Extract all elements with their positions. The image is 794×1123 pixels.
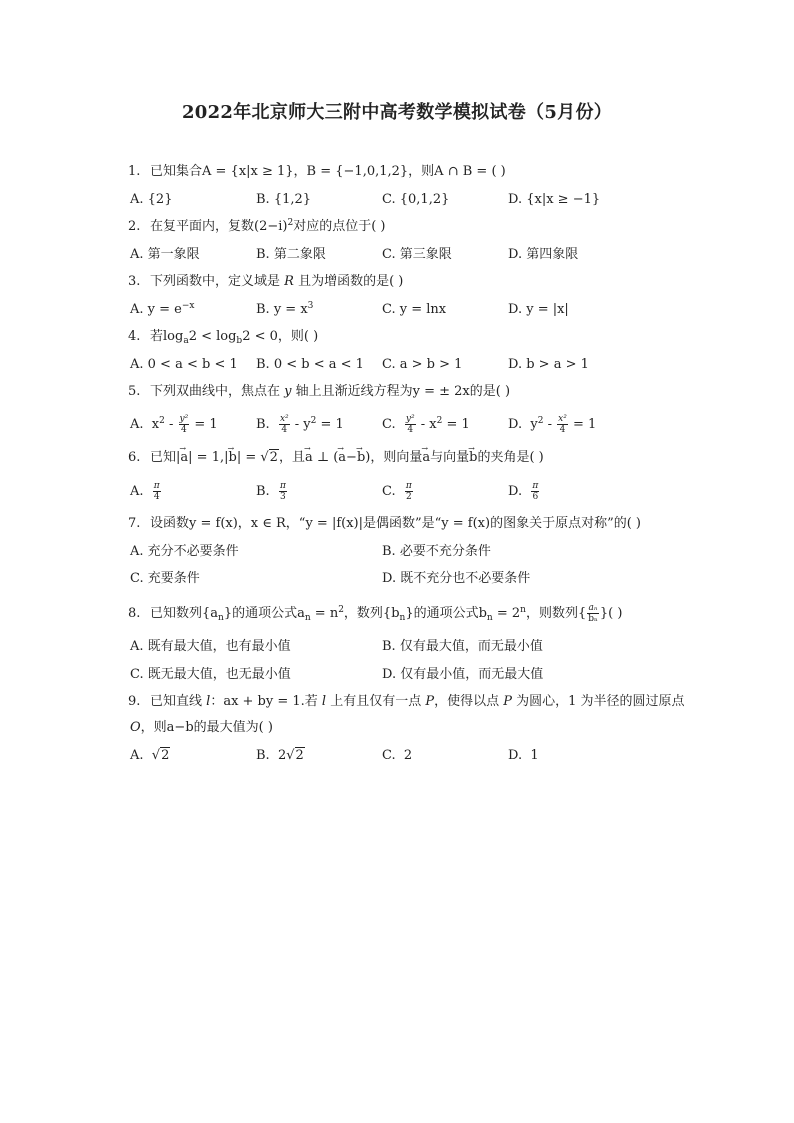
- stem-text: ⊥ (: [312, 450, 339, 465]
- question-number: 6.: [128, 450, 141, 465]
- option-a: [130, 746, 170, 766]
- option-letter: B.: [256, 484, 270, 499]
- option-b: [256, 746, 305, 766]
- vector-a: → a: [338, 448, 346, 468]
- variable: y: [284, 384, 292, 399]
- option-letter: B.: [256, 748, 270, 763]
- option-c: C. 既无最大值，也无最小值: [130, 667, 291, 682]
- option-c: C. y = lnx: [382, 302, 447, 317]
- variable: P: [503, 694, 512, 709]
- subscript: n: [399, 613, 406, 623]
- option-d: D. 仅有最小值，而无最大值: [382, 667, 544, 682]
- question-number: 1.: [128, 164, 141, 179]
- stem-text: ，则a−b的最大值为( ): [140, 720, 273, 735]
- vector-b: → b: [357, 448, 365, 468]
- variable: l: [206, 694, 211, 709]
- question-stem: [128, 692, 685, 712]
- vector-a: → a: [180, 448, 188, 468]
- option-a: A. 充分不必要条件: [130, 544, 239, 559]
- vector-a: → a: [305, 448, 313, 468]
- numerator: π: [532, 481, 539, 491]
- stem-text: ，且: [278, 450, 305, 465]
- exponent: −x: [181, 301, 195, 311]
- exponent: 3: [307, 301, 314, 311]
- exponent: 2: [338, 605, 344, 615]
- stem-text: ，使得以点: [434, 694, 504, 709]
- vector-b: → b: [228, 448, 236, 468]
- option-b: [256, 300, 313, 320]
- term: - x: [416, 417, 437, 432]
- term: = 1: [190, 417, 218, 432]
- stem-text: 下列双曲线中，焦点在: [150, 384, 285, 399]
- question-stem: [128, 327, 318, 347]
- option-value: 2: [403, 748, 413, 763]
- stem-text: 的夹角是( ): [477, 450, 544, 465]
- fraction: [405, 414, 416, 435]
- fraction: [557, 414, 568, 435]
- numerator: y²: [179, 414, 189, 424]
- stem-text: 若log: [150, 329, 184, 344]
- option-b: B. 必要不充分条件: [382, 544, 491, 559]
- option-b: [256, 481, 288, 502]
- option-letter: A.: [130, 748, 144, 763]
- option-a: [130, 300, 194, 320]
- option-a: A. 第一象限: [130, 247, 200, 262]
- stem-text: = n: [310, 606, 339, 621]
- term: x: [151, 417, 160, 432]
- option-a: [130, 481, 162, 502]
- fraction: [179, 414, 190, 435]
- operator: -: [164, 417, 178, 432]
- option-a: A. 0 < a < b < 1: [130, 357, 238, 372]
- stem-text: 对应的点位于( ): [293, 219, 386, 234]
- fraction: [279, 414, 290, 435]
- option-b: B. 0 < b < a < 1: [256, 357, 364, 372]
- stem-text: −: [346, 450, 357, 465]
- option-c: C. 充要条件: [130, 571, 200, 586]
- stem-text: 在复平面内，复数(2−i): [150, 219, 288, 234]
- stem-text: 下列函数中，定义域是: [150, 274, 285, 289]
- exponent: 2: [159, 416, 165, 426]
- option-d: D. {x|x ≥ −1}: [508, 192, 601, 207]
- variable: R: [284, 274, 294, 289]
- term: = 1: [442, 417, 470, 432]
- fraction: [587, 603, 599, 624]
- exponent: 2: [287, 218, 294, 228]
- denominator: 4: [181, 425, 187, 435]
- question-stem-line-2: [130, 718, 273, 738]
- numerator: π: [405, 481, 412, 491]
- stem-text: ，则数列{: [525, 606, 587, 621]
- question-stem: [128, 603, 622, 624]
- stem-text: 已知|: [150, 450, 181, 465]
- square-root: √2: [286, 748, 304, 763]
- option-c: C. 第三象限: [382, 247, 452, 262]
- denominator: bₙ: [588, 614, 598, 624]
- numerator: π: [279, 481, 286, 491]
- fraction: [153, 481, 161, 502]
- stem-text: | = 1,|: [188, 450, 229, 465]
- stem-text: }的通项公式b: [405, 606, 487, 621]
- option-c: [382, 481, 414, 502]
- variable: O: [130, 720, 141, 735]
- stem-text: 与向量: [430, 450, 470, 465]
- option-c: [382, 746, 412, 766]
- term: = 1: [568, 417, 597, 432]
- radicand: 2: [161, 748, 170, 763]
- question-stem: [128, 382, 510, 402]
- stem-text: )，则向量: [365, 450, 423, 465]
- option-letter: C.: [382, 484, 396, 499]
- page-title: 2022年北京师大三附中高考数学模拟试卷（5月份）: [181, 102, 613, 123]
- stem-text: 已知数列{a: [150, 606, 219, 621]
- fraction: [405, 481, 413, 502]
- option-d: D. y = |x|: [508, 302, 569, 317]
- option-b: B. {1,2}: [256, 192, 312, 207]
- question-stem: [128, 217, 385, 237]
- square-root: √2: [151, 748, 170, 763]
- option-d: [508, 414, 596, 435]
- option-a: A. 既有最大值，也有最小值: [130, 639, 291, 654]
- exponent: 2: [310, 416, 317, 426]
- vector-a: → a: [422, 448, 430, 468]
- subscript: a: [183, 336, 189, 346]
- subscript: n: [218, 613, 224, 623]
- question-number: 9.: [128, 694, 141, 709]
- question-stem: [128, 272, 403, 292]
- exponent: n: [520, 605, 526, 615]
- operator: -: [543, 417, 557, 432]
- option-d: D. 既不充分也不必要条件: [382, 571, 531, 586]
- denominator: 4: [407, 425, 414, 435]
- square-root: √2: [260, 450, 278, 465]
- option-a: A. {2}: [130, 192, 173, 207]
- question-number: 7.: [128, 516, 141, 531]
- numerator: x²: [279, 414, 289, 424]
- numerator: aₙ: [588, 603, 598, 613]
- stem-text: | =: [236, 450, 261, 465]
- denominator: 2: [405, 492, 412, 502]
- option-text: A. y = e: [130, 302, 182, 317]
- option-b: B. 第二象限: [256, 247, 326, 262]
- radicand: 2: [295, 748, 304, 763]
- option-d: [508, 481, 540, 502]
- numerator: y²: [405, 414, 415, 424]
- subscript: b: [236, 336, 243, 346]
- fraction: [531, 481, 539, 502]
- denominator: 4: [153, 492, 160, 502]
- question-stem: [128, 448, 544, 468]
- option-value: 1: [530, 748, 539, 763]
- stem-text: 2 < 0，则( ): [242, 329, 319, 344]
- stem-text: }( ): [599, 606, 623, 621]
- variable: l: [321, 694, 327, 709]
- stem-text: 轴上且渐近线方程为y = ± 2x的是( ): [291, 384, 511, 399]
- stem-text: 上有且仅有一点: [326, 694, 426, 709]
- option-letter: A.: [130, 417, 144, 432]
- coefficient: 2: [277, 748, 287, 763]
- vector-b: → b: [469, 448, 477, 468]
- denominator: 6: [532, 492, 539, 502]
- option-letter: D.: [508, 484, 523, 499]
- exponent: 2: [436, 416, 443, 426]
- option-letter: B.: [256, 417, 270, 432]
- stem-text: 设函数y = f(x)，x ∈ R，“y = |f(x)|是偶函数”是“y = f(x)的图象关于原点对称”的( ): [150, 516, 641, 531]
- term: - y: [290, 417, 311, 432]
- stem-text: }的通项公式a: [223, 606, 305, 621]
- option-letter: C.: [382, 748, 396, 763]
- fraction: [279, 481, 287, 502]
- exponent: 2: [537, 416, 544, 426]
- question-number: 4.: [128, 329, 141, 344]
- numerator: π: [153, 481, 160, 491]
- option-letter: D.: [508, 417, 523, 432]
- stem-text: ，数列{b: [343, 606, 400, 621]
- option-b: B. 仅有最大值，而无最小值: [382, 639, 543, 654]
- stem-text: 已知集合A = {x|x ≥ 1}，B = {−1,0,1,2}，则A ∩ B = ( ): [150, 164, 506, 179]
- option-c: C. a > b > 1: [382, 357, 463, 372]
- denominator: 3: [280, 492, 286, 502]
- question-stem: [128, 514, 641, 534]
- option-c: [382, 414, 470, 435]
- stem-text: ：ax + by = 1.若: [210, 694, 322, 709]
- numerator: x²: [558, 414, 567, 424]
- term: y: [530, 417, 538, 432]
- option-b: [256, 414, 344, 435]
- denominator: 4: [559, 425, 566, 435]
- question-number: 2.: [128, 219, 141, 234]
- option-d: D. 第四象限: [508, 247, 579, 262]
- variable: P: [425, 694, 435, 709]
- option-letter: A.: [130, 484, 144, 499]
- option-text: B. y = x: [256, 302, 308, 317]
- subscript: n: [304, 613, 311, 623]
- question-number: 8.: [128, 606, 141, 621]
- option-letter: D.: [508, 748, 523, 763]
- denominator: 4: [281, 425, 288, 435]
- stem-text: 已知直线: [150, 694, 207, 709]
- question-number: 3.: [128, 274, 141, 289]
- question-number: 5.: [128, 384, 141, 399]
- stem-text: 为圆心，1 为半径的圆过原点: [512, 694, 685, 709]
- option-d: D. b > a > 1: [508, 357, 589, 372]
- question-stem: [128, 162, 506, 182]
- option-letter: C.: [382, 417, 396, 432]
- stem-text: = 2: [492, 606, 521, 621]
- option-d: [508, 746, 539, 766]
- term: = 1: [316, 417, 344, 432]
- option-a: [130, 414, 218, 435]
- option-c: C. {0,1,2}: [382, 192, 450, 207]
- stem-text: 2 < log: [188, 329, 237, 344]
- radicand: 2: [269, 450, 278, 465]
- subscript: n: [486, 613, 493, 623]
- stem-text: 且为增函数的是( ): [293, 274, 404, 289]
